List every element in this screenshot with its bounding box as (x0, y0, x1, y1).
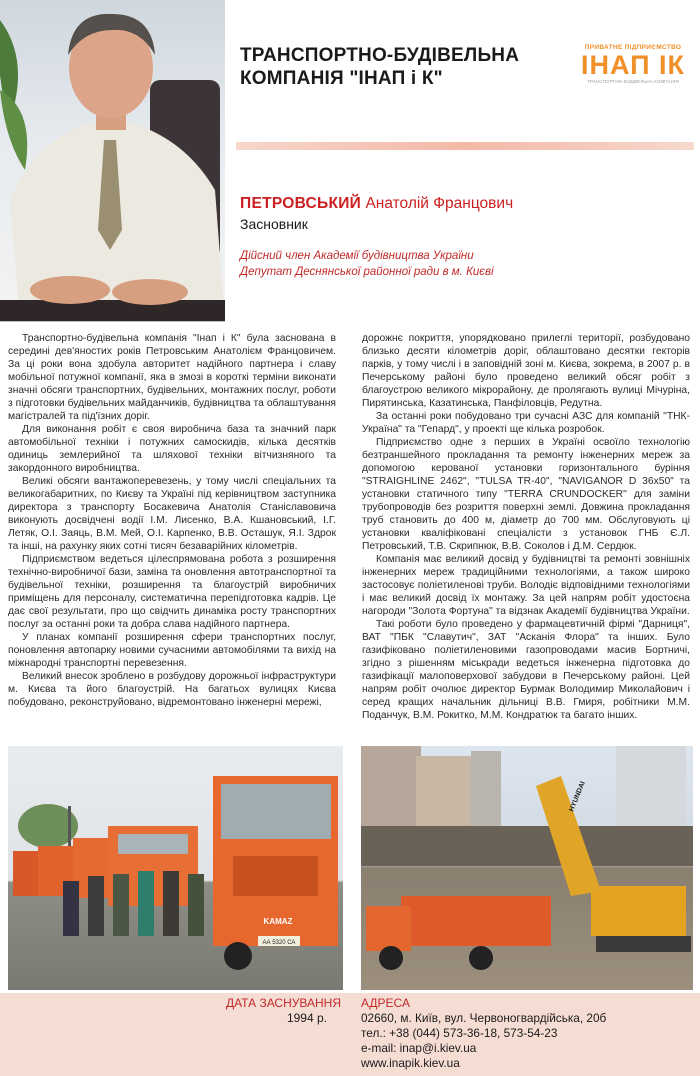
article-paragraph: Компанія має великий досвід у будівництві та ремонті зовнішніх інженерних мереж традиційними технологіями, а також широко застосовує поліетиленові труби. Володіє відповідними технологіями і має великий досвід їх монтажу. За цей напрям робіт удостоєна нагороди "Золота Фортуна" та відзнак Академії будівництва України. (362, 554, 690, 617)
email-line: e-mail: inap@i.kiev.ua (361, 1041, 477, 1055)
founded-label: ДАТА ЗАСНУВАННЯ (225, 996, 341, 1010)
article-paragraph: Великі обсяги вантажоперевезень, у тому числі спеціальних та великогабаритних, по Києву та Україні під керівництвом заступника директора з транспорту Босакевича Анатолія Станіславовича виконують досвідчені водії І.М. Лисенко, В.А. Кшановський, І.Г. Летяк, О.І. Заяць, В.М. Мей, О.І. Карпенко, В.В. Осташук, Я.І. Здрок та інші, на рахунку яких сотні тисяч безаварійних кілометрів. (8, 476, 336, 552)
article-paragraph: Великий внесок зроблено в розбудову дорожньої інфраструктури м. Києва та його благоустрій. На багатьох вулицях Києва побудовано, реконструйовано, відремонтовано інженерні мережі, (8, 671, 336, 708)
article-paragraph: Для виконання робіт є своя виробнича база та значний парк автомобільної техніки і потужних самоскидів, кілька десятків одиниць землерийної та шляхової техніки вітчизняного та закордонного виробництва. (8, 424, 336, 474)
founder-given-names: Анатолій Францович (365, 195, 514, 212)
distinction-deputy: Депутат Деснянської районної ради в м. Києві (240, 266, 494, 278)
distinction-academy: Дійсний член Академії будівництва України (240, 250, 474, 262)
article-paragraph: Транспортно-будівельна компанія "Інап і К" була заснована в середині дев'яностих років Петровським Анатолієм Францовичем. За ці роки вона здобула авторитет надійного партнера і славу мобільної потужної компанії, яка в змозі в короткі терміни виконати значні обсяги транспортних, будівельних, монтажних послуг, роботи з підготовки будівельних майданчиків, будівництва та облаштування магістралей та під'їзних доріг. (8, 333, 336, 422)
trucks-photo (8, 746, 343, 990)
excavator-brand-label: HYUNDAI (568, 780, 587, 813)
truck-brand-label: KAMAZ (263, 917, 293, 926)
logo-tagline-top: ПРИВАТНЕ ПІДПРИЄМСТВО (584, 44, 682, 51)
founder-surname: ПЕТРОВСЬКИЙ (240, 195, 362, 212)
company-logo (576, 44, 690, 90)
phone-line: тел.: +38 (044) 573-36-18, 573-54-23 (361, 1026, 558, 1040)
article-paragraph: За останні роки побудовано три сучасні АЗС для компаній "ТНК-Україна" та "Гепард", у проекті ще кілька розробок. (362, 411, 690, 435)
article-right-column (362, 332, 690, 722)
founder-role: Засновник (240, 216, 308, 232)
logo-wordmark: ІНАП ІК (580, 50, 686, 80)
address-line: 02660, м. Київ, вул. Червоногвардійська, 20б (361, 1011, 607, 1025)
address-label: АДРЕСА (361, 996, 410, 1010)
footer (0, 993, 700, 1076)
truck-license-plate: АА 5320 СА (262, 940, 296, 946)
founder-portrait-photo (0, 0, 225, 322)
article-paragraph: Підприємство одне з перших в Україні освоїло технологію безтраншейного прокладання та ремонту інженерних мереж за допомогою керованої установки горизонтального буріння "STRAIGHLINE 2462", "TULSA TR-40", "NAVIGANOR D 36x50" та установки статичного типу "TERRA CRUNDOCKER" для заміни трубопроводів без розриття поверхні землі. Довжина прокладання труб становить до 400 м, діаметр до 700 мм. Обслуговують ці установки кваліфіковані спеціалісти з установок ГНБ Є.Л. Петровський, Т.В. Скрипнюк, В.В. Соколов і Д.М. Сердюк. (362, 437, 690, 552)
founded-year: 1994 р. (286, 1011, 327, 1025)
founder-name (240, 195, 513, 213)
article-paragraph: Підприємством ведеться цілеспрямована робота з розширення технічно-виробничої бази, заміна та оновлення автотранспортної та будівельної техніки, розширення та благоустрій виробничих приміщень для персоналу, систематична перепідготовка кадрів. Це дає свої результати, про що свідчить динаміка росту транспортних послуг за останні роки та добра слава надійного партнера. (8, 554, 336, 630)
article-paragraph: дорожнє покриття, упорядковано прилеглі території, розбудовано близько десяти кілометрів доріг, облаштовано десятки гекторів парків, у тому числі і в заповідній зоні м. Києва, зокрема, в 2007 р. в Печерському районі було проведено великий обсяг робіт з благоустрою великого мікрорайону, де пролягають вулиці Мічуріна, Пирятинська, Казатинська, Панфіловців, Редутна. (362, 333, 690, 409)
website-link[interactable]: www.inapik.kiev.ua (361, 1056, 460, 1070)
article-paragraph: У планах компанії розширення сфери транспортних послуг, поновлення автопарку новими сучасними автомобілями та вихід на міжнародні транспортні перевезення. (8, 632, 336, 669)
header-divider (236, 142, 694, 150)
article-paragraph: Такі роботи було проведено у фармацевтичній фірмі "Дарниця", ВАТ "ПБК "Славутич", ЗАТ "Асканія Флора" та інших. Було газифіковано поліетиленовими газопроводами масив Бортничі, згідно з рішенням міськради ведеться інженерна підготовка до газифікації малоповерхової забудови в Печерському районі. Цей напрям робіт очолює директор Бурмак Володимир Миколайович і серед кращих начальник дільниці В.В. Гмиря, робітники М.М. Поданчук, В.М. Рокитко, М.М. Кондратюк та багато інших. (362, 619, 690, 721)
logo-tagline-bottom: ТРАНСПОРТНО-БУДІВЕЛЬНА КОМПАНІЯ (587, 79, 679, 84)
construction-site-photo (361, 746, 693, 990)
company-title: ТРАНСПОРТНО-БУДІВЕЛЬНА КОМПАНІЯ "ІНАП і К" (240, 45, 520, 89)
article-left-column (8, 332, 336, 709)
